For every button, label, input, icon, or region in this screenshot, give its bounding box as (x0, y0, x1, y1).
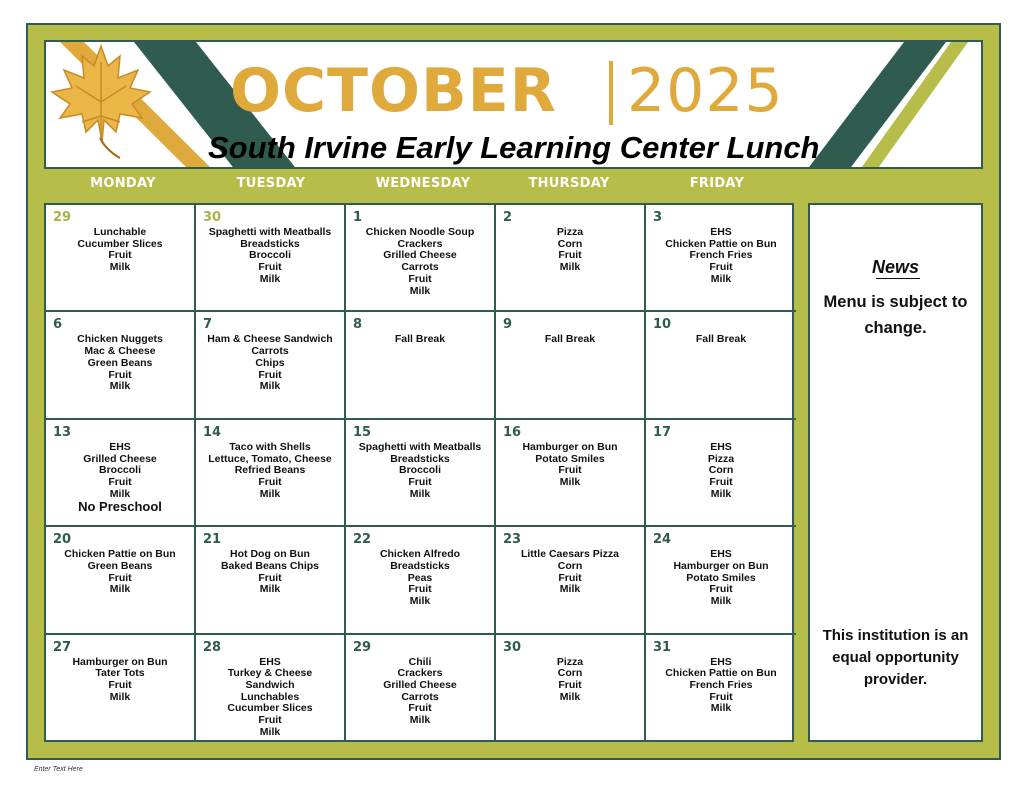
menu-item: Lunchable (93, 226, 147, 238)
menu-list (196, 442, 344, 501)
day-number: 10 (653, 317, 672, 333)
day-header-wednesday: WEDNESDAY (375, 176, 471, 191)
calendar-day-cell (346, 205, 496, 312)
equal-opportunity-statement: This institution is an equal opportunity provider. (822, 627, 969, 688)
calendar-day-cell (646, 205, 796, 312)
menu-item: EHS (109, 440, 131, 453)
menu-item: Fruit (258, 475, 282, 488)
calendar-day-cell (646, 635, 796, 742)
menu-item: French Fries (689, 679, 753, 691)
menu-list (46, 334, 194, 393)
calendar-day-cell (46, 420, 196, 527)
menu-item: Fall Break (394, 333, 446, 346)
day-number: 22 (353, 532, 372, 548)
day-number: 28 (203, 639, 222, 655)
title-year: 2025 (627, 56, 784, 126)
calendar-day-cell (346, 527, 496, 634)
menu-item: Milk (710, 272, 732, 285)
menu-item: Fruit (408, 272, 432, 285)
menu-item: Fall Break (544, 333, 596, 346)
day-number: 16 (503, 424, 522, 440)
calendar-day-cell (346, 635, 496, 742)
menu-item: Milk (559, 690, 581, 703)
menu-item: Fruit (108, 475, 132, 488)
calendar-header (44, 40, 983, 169)
menu-item: Corn (557, 559, 583, 572)
menu-item: Milk (559, 261, 581, 274)
menu-item: Fruit (709, 583, 733, 596)
day-number: 3 (653, 210, 663, 225)
menu-list (646, 549, 796, 608)
menu-item: Potato Smiles (535, 452, 605, 465)
menu-item: Baked Beans Chips (220, 559, 320, 572)
menu-item: Breadsticks (390, 559, 450, 572)
menu-item: Chicken Alfredo (379, 548, 461, 561)
menu-list (346, 334, 494, 346)
menu-item: Fruit (408, 475, 432, 488)
menu-list (646, 442, 796, 501)
day-number: 21 (203, 532, 222, 548)
menu-list (46, 442, 194, 501)
menu-item: Fruit (108, 249, 132, 262)
menu-item: Broccoli (248, 249, 291, 262)
calendar-day-cell (646, 420, 796, 527)
menu-item: Crackers (397, 667, 443, 680)
menu-item: EHS (710, 655, 732, 668)
calendar-day-cell (346, 312, 496, 419)
menu-item: Lettuce, Tomato, Cheese (208, 452, 332, 465)
menu-item: Lunchables (240, 690, 300, 703)
menu-item: Fruit (408, 702, 432, 715)
calendar-day-cell (646, 312, 796, 419)
menu-item: Milk (109, 487, 131, 500)
menu-item: Corn (708, 464, 734, 477)
menu-item: Fruit (258, 261, 282, 274)
menu-item: Green Beans (87, 559, 153, 572)
menu-item: Fruit (108, 368, 132, 381)
menu-item: Carrots (401, 261, 439, 274)
menu-list (196, 227, 344, 286)
news-title: News (871, 257, 920, 277)
menu-item: Potato Smiles (686, 571, 756, 584)
menu-item: EHS (710, 226, 732, 238)
menu-item: Hamburger on Bun (673, 559, 769, 572)
menu-item: Fruit (258, 368, 282, 381)
day-number: 8 (353, 317, 363, 333)
calendar-grid (44, 203, 794, 742)
day-number: 29 (353, 639, 372, 655)
menu-item: Sandwich (245, 679, 295, 691)
menu-item: Milk (409, 487, 431, 500)
calendar-day-cell (196, 205, 346, 312)
day-number: 9 (503, 317, 513, 333)
menu-list (346, 227, 494, 297)
menu-item: Chili (408, 655, 432, 668)
day-number: 30 (503, 639, 522, 655)
menu-item: Hamburger on Bun (72, 655, 168, 668)
menu-item: Tater Tots (95, 667, 145, 680)
news-title-underline (876, 278, 920, 279)
menu-list (46, 657, 194, 704)
menu-item: Cucumber Slices (227, 702, 313, 715)
menu-item: Broccoli (98, 464, 141, 477)
calendar-day-cell (196, 635, 346, 742)
menu-item: Green Beans (87, 356, 153, 369)
calendar-day-cell (46, 635, 196, 742)
menu-item: Pizza (556, 655, 584, 668)
menu-item: Little Caesars Pizza (520, 548, 620, 561)
menu-item: Fall Break (695, 333, 747, 346)
menu-list (196, 549, 344, 596)
menu-item: Taco with Shells (229, 440, 311, 453)
menu-item: Milk (109, 380, 131, 393)
menu-item: Milk (559, 583, 581, 596)
day-header-friday: FRIDAY (689, 176, 745, 191)
menu-item: Milk (259, 487, 281, 500)
calendar-day-cell (496, 420, 646, 527)
menu-item: Milk (559, 475, 581, 488)
day-number: 7 (203, 317, 213, 333)
menu-item: Grilled Cheese (83, 452, 157, 465)
menu-item: Fruit (108, 571, 132, 584)
menu-list (346, 657, 494, 727)
calendar-day-cell (196, 312, 346, 419)
menu-item: Chicken Pattie on Bun (665, 667, 777, 680)
menu-item: EHS (710, 548, 732, 561)
menu-item: Broccoli (398, 464, 441, 477)
menu-item: Hot Dog on Bun (230, 548, 310, 561)
day-number: 29 (53, 210, 72, 225)
day-number: 30 (203, 210, 222, 225)
menu-item: Carrots (401, 690, 439, 703)
menu-item: Fruit (258, 714, 282, 727)
menu-item: Fruit (558, 464, 582, 477)
menu-list (196, 334, 344, 393)
menu-item: Crackers (397, 237, 443, 250)
menu-item: Milk (259, 272, 281, 285)
menu-item: Ham & Cheese Sandwich (207, 333, 333, 346)
menu-item: Spaghetti with Meatballs (358, 440, 482, 453)
menu-item: Breadsticks (390, 452, 450, 465)
day-number: 6 (53, 317, 63, 333)
menu-item: Milk (259, 583, 281, 596)
calendar-day-cell (46, 312, 196, 419)
menu-list (646, 657, 796, 716)
day-number: 20 (53, 532, 72, 548)
menu-item: Milk (710, 595, 732, 607)
day-number: 24 (653, 532, 672, 548)
calendar-day-cell (196, 527, 346, 634)
calendar-day-cell (496, 527, 646, 634)
menu-item: Turkey & Cheese (227, 667, 313, 680)
calendar-day-cell (46, 527, 196, 634)
menu-item: Milk (109, 690, 131, 703)
menu-item: Milk (409, 714, 431, 727)
day-number: 17 (653, 424, 672, 440)
menu-list (496, 549, 644, 596)
day-number: 27 (53, 639, 72, 655)
calendar-day-cell (646, 527, 796, 634)
calendar-day-cell (496, 635, 646, 742)
menu-item: Hamburger on Bun (522, 440, 618, 453)
menu-list (646, 227, 796, 286)
calendar-day-cell (46, 205, 196, 312)
menu-item: Pizza (707, 452, 735, 465)
maple-leaf-icon (46, 42, 156, 162)
news-panel (808, 203, 983, 742)
menu-list (46, 227, 194, 274)
menu-list (496, 442, 644, 489)
menu-item: Cucumber Slices (77, 237, 163, 250)
menu-list (346, 442, 494, 501)
menu-list (646, 334, 796, 346)
menu-list (496, 334, 644, 346)
menu-list (496, 227, 644, 274)
menu-item: Chicken Pattie on Bun (64, 548, 176, 561)
menu-item: Milk (409, 595, 431, 607)
day-number: 31 (653, 639, 672, 655)
calendar-day-cell (196, 420, 346, 527)
menu-item: Chips (255, 356, 285, 369)
menu-item: Milk (259, 725, 281, 738)
menu-item: Fruit (558, 571, 582, 584)
menu-item: Fruit (709, 261, 733, 274)
calendar-day-cell (496, 205, 646, 312)
footer-note: Enter Text Here (34, 766, 83, 773)
menu-list (196, 657, 344, 739)
menu-item: EHS (710, 440, 732, 453)
menu-list (496, 657, 644, 704)
menu-item: Chicken Nuggets (77, 333, 163, 346)
title-separator (609, 61, 613, 125)
menu-item: Milk (259, 380, 281, 393)
menu-item: Spaghetti with Meatballs (208, 226, 332, 238)
menu-item: Milk (109, 583, 131, 596)
menu-item: Breadsticks (240, 237, 300, 250)
menu-item: Milk (109, 261, 131, 274)
day-header-tuesday: TUESDAY (236, 176, 306, 191)
calendar-day-cell (496, 312, 646, 419)
menu-item: EHS (259, 655, 281, 668)
menu-list (46, 549, 194, 596)
menu-list (346, 549, 494, 608)
menu-item: Refried Beans (234, 464, 306, 477)
day-header-monday: MONDAY (90, 176, 156, 191)
menu-item: Fruit (709, 475, 733, 488)
menu-item: Chicken Pattie on Bun (665, 237, 777, 250)
menu-item: Fruit (408, 583, 432, 596)
menu-item: Grilled Cheese (383, 249, 457, 262)
menu-item: Milk (710, 702, 732, 715)
menu-item: Pizza (556, 226, 584, 238)
menu-item: Fruit (558, 249, 582, 262)
menu-item: Peas (407, 571, 433, 584)
menu-item: Corn (557, 237, 583, 250)
day-number: 14 (203, 424, 222, 440)
day-number: 1 (353, 210, 363, 225)
day-number: 2 (503, 210, 513, 225)
menu-item: Milk (409, 284, 431, 297)
title-month: OCTOBER (230, 56, 557, 126)
menu-item: Milk (710, 487, 732, 500)
menu-item: Corn (557, 667, 583, 680)
news-text: Menu is subject to change. (823, 293, 968, 337)
menu-item: Fruit (108, 679, 132, 691)
menu-item: Fruit (258, 571, 282, 584)
day-number: 23 (503, 532, 522, 548)
menu-item: French Fries (689, 249, 753, 262)
day-number: 15 (353, 424, 372, 440)
menu-item: Chicken Noodle Soup (365, 226, 475, 238)
calendar-day-cell (346, 420, 496, 527)
menu-item: Fruit (558, 679, 582, 691)
calendar-subtitle: South Irvine Early Learning Center Lunch (208, 130, 820, 165)
menu-item: Mac & Cheese (84, 345, 156, 358)
day-note: No Preschool (78, 498, 162, 514)
menu-item: Carrots (251, 345, 289, 358)
day-number: 13 (53, 424, 72, 440)
day-header-thursday: THURSDAY (528, 176, 610, 191)
menu-item: Fruit (709, 690, 733, 703)
menu-item: Grilled Cheese (383, 679, 457, 691)
